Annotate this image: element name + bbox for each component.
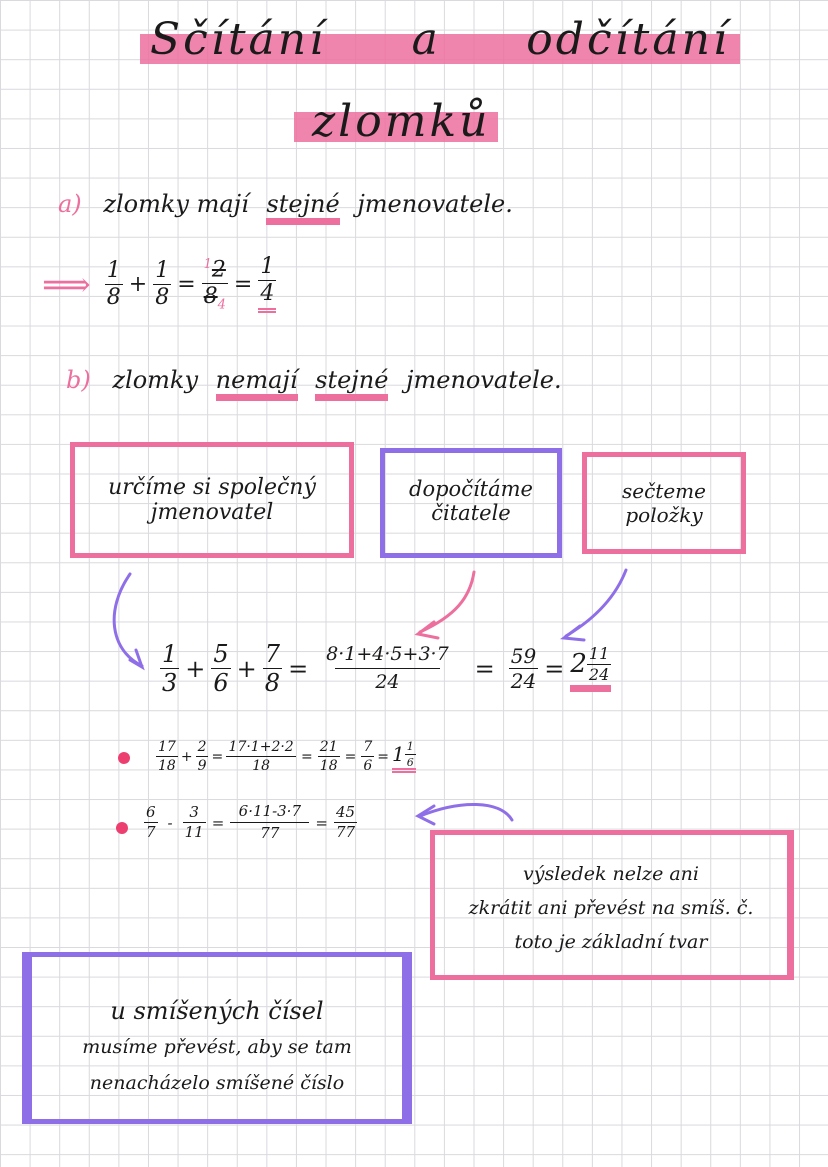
fraction-e2-4 (318, 740, 340, 773)
frac-den: 18 (319, 758, 338, 774)
fraction-m1 (160, 642, 179, 695)
mixed-number-e2 (392, 741, 416, 773)
frac-num: 45 (335, 803, 356, 821)
frac-num: 7 (264, 640, 281, 668)
example-3 (144, 804, 357, 841)
mixed-number (570, 643, 611, 692)
frac-num: 59 (510, 644, 537, 668)
reduced-den-small: 4 (217, 297, 226, 313)
frac-den: 18 (226, 756, 296, 773)
plus-sign: + (180, 748, 193, 765)
frac-num: 3 (189, 803, 199, 821)
frac-den: 7 (146, 823, 156, 841)
frac-den: 18 (158, 758, 176, 774)
section-b-text-emph1: nemají (216, 366, 298, 401)
fraction-m3 (263, 642, 282, 695)
implies-arrow-icon: ⟹ (42, 264, 91, 305)
note-result-box (430, 830, 794, 980)
frac-den: 24 (335, 668, 439, 692)
frac-den: 4 (260, 281, 275, 306)
reduced-num: 2 (211, 256, 226, 282)
box3-line2: položky (625, 503, 703, 527)
note-result-line3: toto je základní tvar (514, 931, 708, 953)
section-b-text-pre: zlomky (112, 366, 199, 394)
box3-line1: sečteme (622, 479, 706, 503)
fraction-m-combined (314, 645, 461, 692)
fraction-e2-1 (156, 740, 178, 773)
frac-den: 77 (230, 822, 309, 841)
note-mixed-box (22, 952, 412, 1124)
frac-num: 11 (588, 643, 610, 663)
section-b-text-emph2: stejné (315, 366, 388, 401)
mixed-whole: 2 (570, 649, 587, 679)
bullet-example3 (116, 822, 128, 834)
reduced-den: 8 (203, 283, 218, 309)
fraction-e2-5 (361, 740, 374, 773)
equals-sign: = (288, 654, 309, 683)
note-mixed-line3: nenacházelo smíšené číslo (89, 1072, 345, 1094)
frac-den: 6 (213, 669, 229, 697)
frac-den: 9 (197, 758, 207, 774)
box1-line1: určíme si společný (108, 475, 316, 500)
fraction-e2-3 (226, 740, 296, 773)
equals-sign: = (301, 748, 313, 765)
frac-den: 24 (588, 664, 610, 684)
bullet-example2 (118, 752, 130, 764)
frac-num: 6 (146, 803, 156, 821)
note-mixed-line2: musíme převést, aby se tam (82, 1036, 352, 1058)
frac-num: 1 (155, 258, 170, 283)
frac-num: 1 (106, 258, 121, 283)
frac-den: 8 (155, 285, 170, 310)
equals-sign: = (233, 272, 253, 297)
example-main (160, 642, 611, 695)
frac-num: 21 (319, 739, 338, 755)
fraction-m2 (211, 642, 230, 695)
box1-line2: jmenovatel (150, 500, 274, 525)
minus-sign: - (167, 813, 173, 832)
mixed-fraction (405, 741, 416, 768)
equals-sign: = (211, 748, 224, 765)
section-a-label: a) (58, 190, 82, 218)
frac-den: 6 (406, 755, 414, 769)
frac-num: 1 (260, 254, 275, 279)
frac-num: 1 (406, 739, 414, 753)
title-word-scitani: Sčítání (150, 14, 327, 65)
fraction-e2-2 (196, 740, 209, 773)
box2-line2: čitatele (431, 501, 511, 525)
frac-den: 77 (335, 823, 356, 841)
frac-den: 6 (363, 758, 373, 774)
mixed-fraction (587, 643, 611, 684)
arrow-to-sum-icon (564, 570, 626, 640)
frac-den: 11 (184, 823, 204, 841)
mixed-whole: 1 (392, 742, 405, 766)
equals-sign: = (177, 272, 196, 297)
equals-sign: = (474, 654, 495, 683)
note-mixed-line1: u smíšených čísel (110, 997, 324, 1025)
arrow-to-example-icon (114, 574, 142, 667)
frac-den: 8 (264, 669, 281, 697)
note-result-line2: zkrátit ani převést na smíš. č. (468, 897, 754, 919)
example-2 (156, 740, 416, 773)
title-word-a: a (411, 14, 441, 65)
fraction-m-result (509, 646, 538, 691)
frac-den: 24 (510, 669, 537, 693)
frac-num: 17 (158, 739, 176, 755)
frac-num: 8·1+4·5+3·7 (326, 643, 449, 665)
section-b-label: b) (66, 366, 91, 394)
box2-line1: dopočítáme (409, 477, 533, 501)
section-b-text-post: jmenovatele. (406, 366, 562, 394)
plus-sign: + (236, 654, 257, 683)
reduced-num-small: 1 (203, 256, 212, 272)
equals-sign: = (344, 748, 357, 765)
equals-sign: = (544, 654, 565, 683)
frac-num: 1 (162, 640, 178, 668)
plus-sign: + (128, 272, 148, 297)
title-word-odcitani: odčítání (526, 14, 730, 65)
fraction-e3-3 (230, 804, 309, 841)
arrow-to-note-icon (418, 804, 512, 824)
frac-num: 17·1+2·2 (228, 739, 294, 755)
fraction-e3-2 (183, 805, 206, 840)
frac-num: 6·11-3·7 (238, 802, 301, 820)
frac-den: 3 (162, 669, 178, 697)
frac-num: 7 (363, 739, 373, 755)
plus-sign: + (185, 654, 206, 683)
section-a-text-pre: zlomky mají (103, 190, 249, 218)
note-result-line1: výsledek nelze ani (523, 863, 699, 885)
fraction-e3-1 (144, 805, 158, 840)
frac-num: 2 (197, 739, 207, 755)
frac-num: 5 (213, 640, 229, 668)
equals-sign: = (315, 813, 328, 832)
fraction-e3-4 (334, 805, 357, 840)
section-a-text-emph: stejné (266, 190, 339, 225)
frac-den: 8 (106, 285, 121, 310)
arrow-to-numerators-icon (418, 572, 474, 638)
equals-sign: = (377, 748, 389, 765)
page-title-line2: zlomků (312, 96, 491, 147)
equals-sign: = (211, 813, 225, 832)
section-a-text-post: jmenovatele. (357, 190, 513, 218)
